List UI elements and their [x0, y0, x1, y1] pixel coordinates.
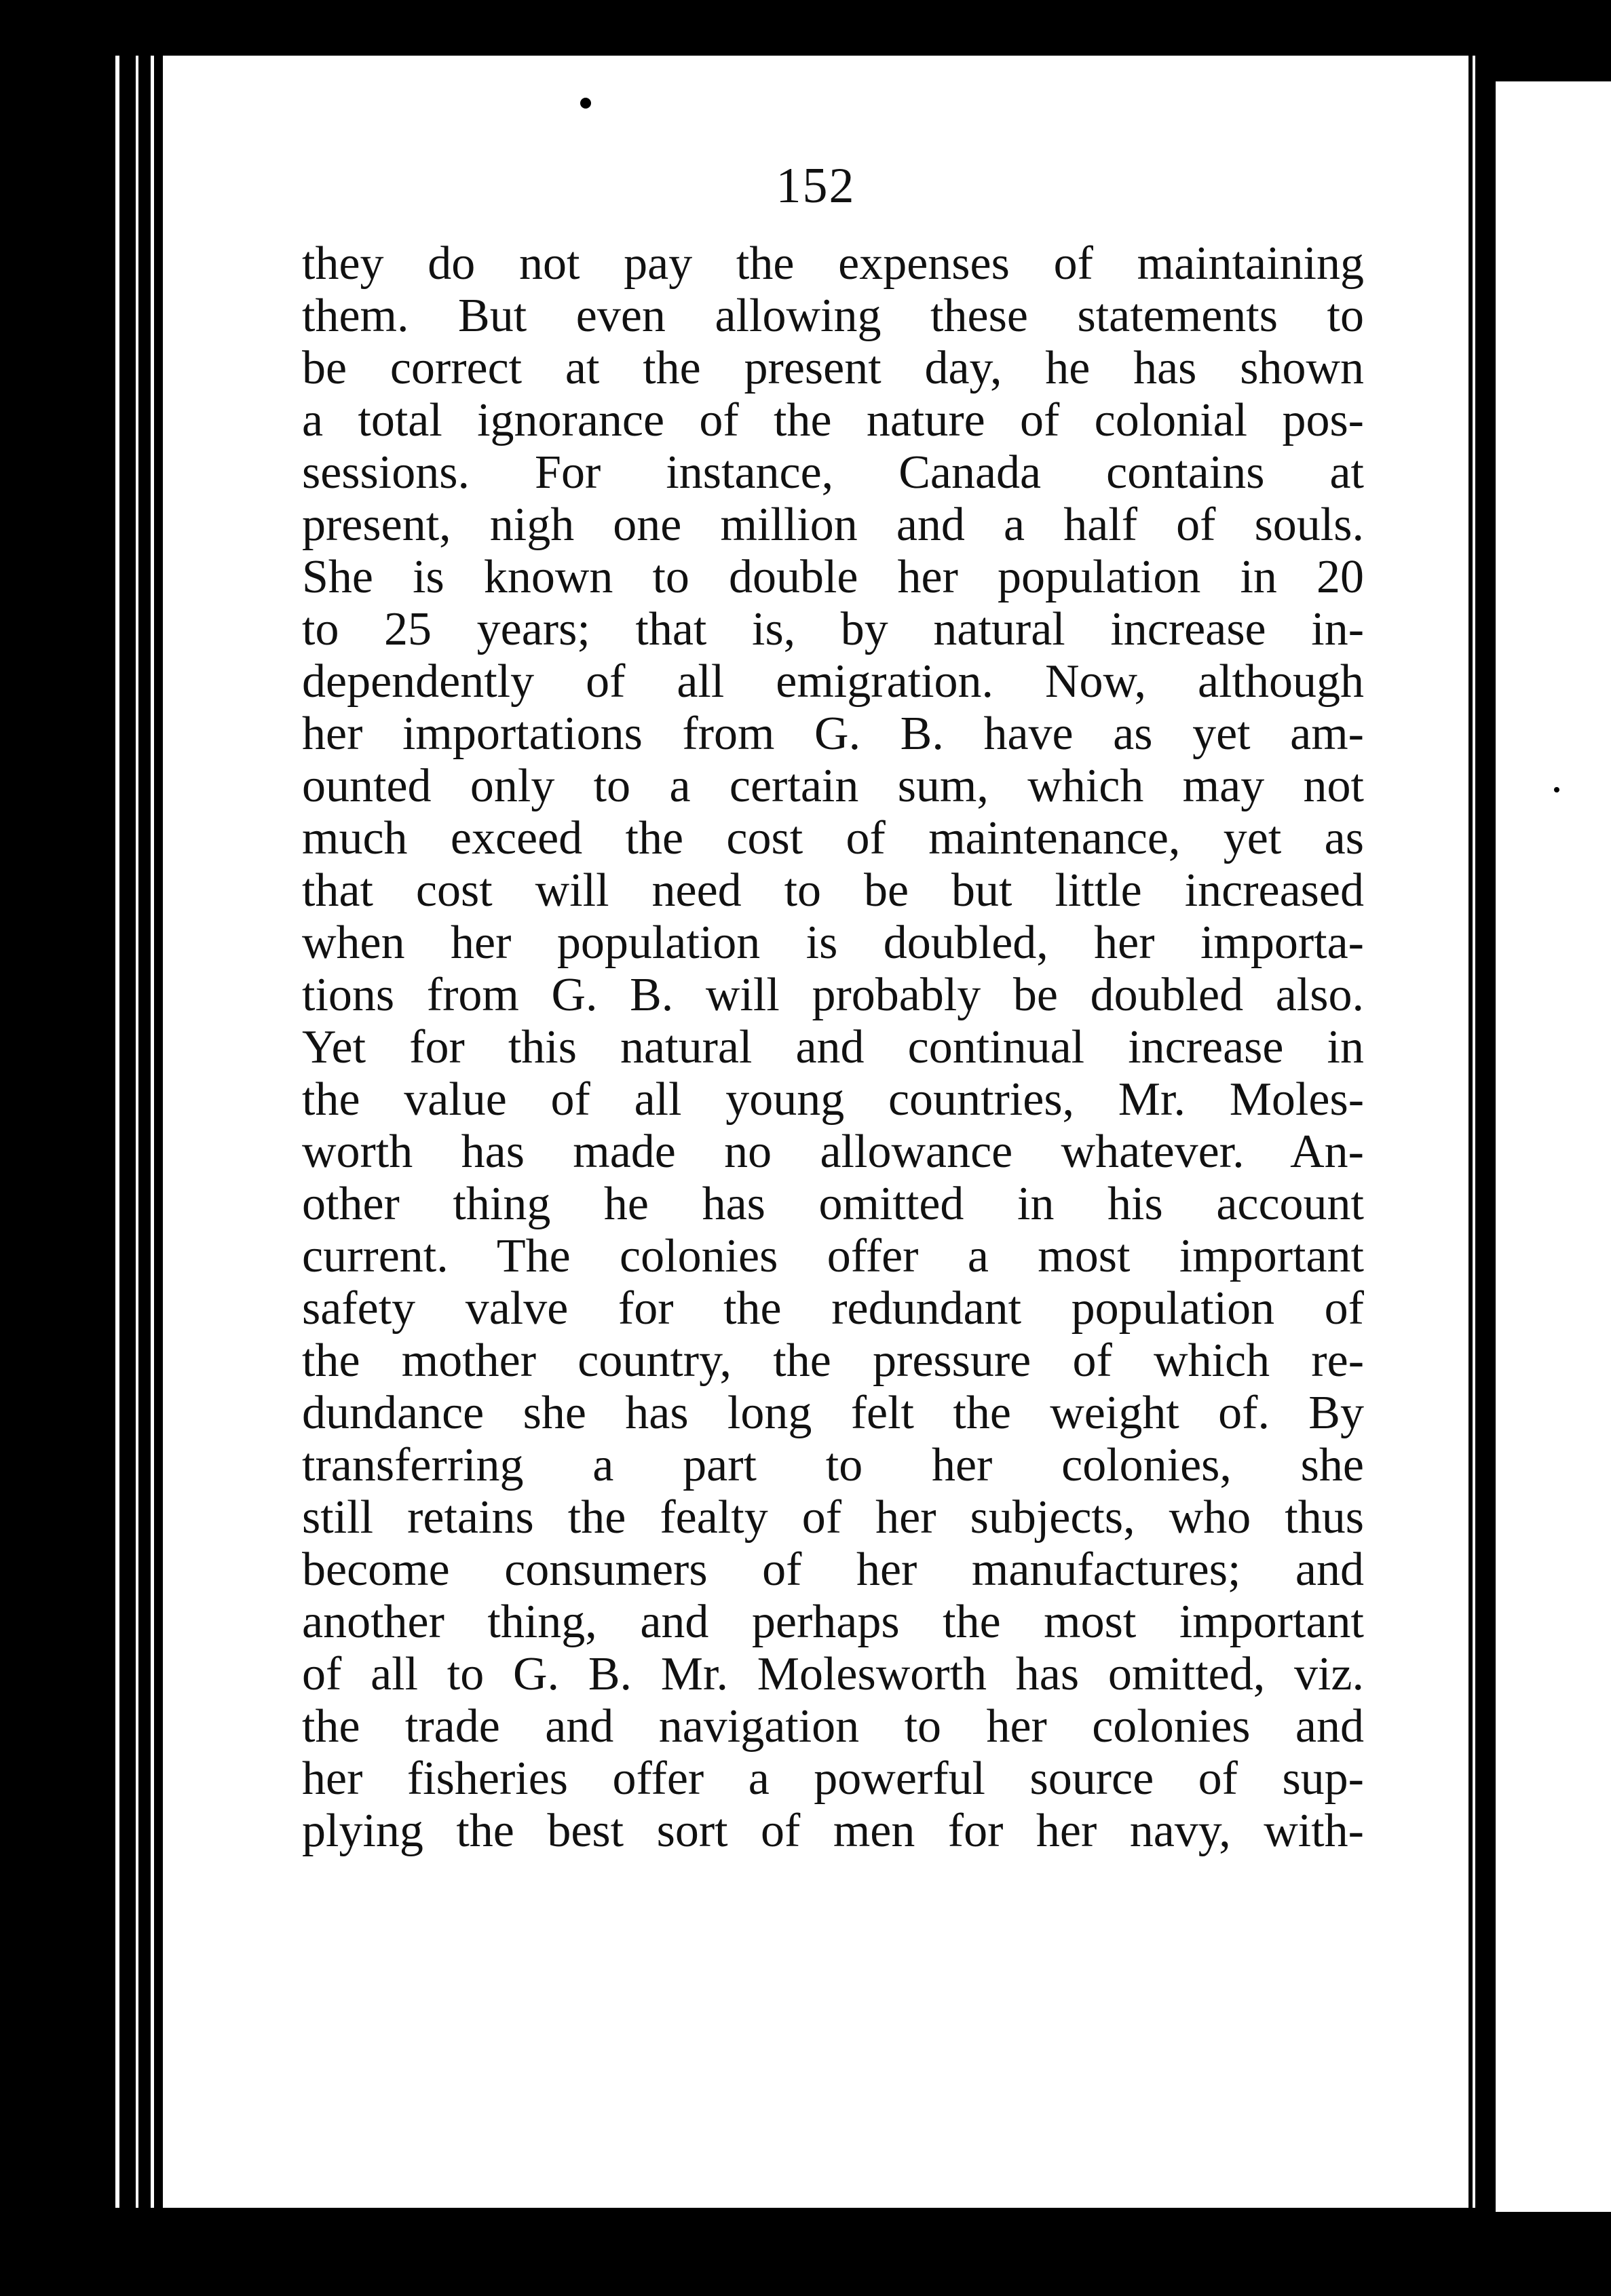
text-line: them. But even allowing these statements to	[302, 290, 1364, 342]
text-line: a total ignorance of the nature of colonial pos-	[302, 394, 1364, 446]
page-mark-dot	[580, 98, 591, 109]
page-number: 152	[776, 158, 856, 214]
text-line: be correct at the present day, he has shown	[302, 342, 1364, 394]
text-line: dependently of all emigration. Now, although	[302, 655, 1364, 708]
scan-border-bottom	[0, 2208, 1611, 2296]
text-line: current. The colonies offer a most important	[302, 1230, 1364, 1282]
text-line: they do not pay the expenses of maintaining	[302, 237, 1364, 290]
text-line: her importations from G. B. have as yet am-	[302, 708, 1364, 760]
text-line: ounted only to a certain sum, which may not	[302, 760, 1364, 812]
text-line: safety valve for the redundant population of	[302, 1282, 1364, 1335]
text-line: the value of all young countries, Mr. Moles-	[302, 1073, 1364, 1126]
text-line: plying the best sort of men for her navy, with-	[302, 1805, 1364, 1857]
text-line: dundance she has long felt the weight of. By	[302, 1387, 1364, 1439]
scan-border-top	[0, 0, 1611, 56]
text-line: of all to G. B. Mr. Molesworth has omitted, viz.	[302, 1648, 1364, 1700]
text-line: transferring a part to her colonies, she	[302, 1439, 1364, 1491]
text-line: still retains the fealty of her subjects, who thus	[302, 1491, 1364, 1544]
text-line: tions from G. B. will probably be doubled also.	[302, 969, 1364, 1021]
text-line: to 25 years; that is, by natural increase in-	[302, 603, 1364, 655]
text-line: worth has made no allowance whatever. An-	[302, 1126, 1364, 1178]
binding-edge-line	[136, 56, 138, 2208]
text-line: the mother country, the pressure of which re-	[302, 1335, 1364, 1387]
text-line: Yet for this natural and continual increase in	[302, 1021, 1364, 1073]
text-line: become consumers of her manufactures; and	[302, 1544, 1364, 1596]
text-line: sessions. For instance, Canada contains at	[302, 446, 1364, 499]
scan-border-left	[0, 0, 163, 2296]
text-line: other thing he has omitted in his account	[302, 1178, 1364, 1230]
text-line: when her population is doubled, her importa-	[302, 917, 1364, 969]
text-line: that cost will need to be but little increased	[302, 864, 1364, 917]
body-text	[302, 237, 1364, 1857]
text-line: much exceed the cost of maintenance, yet as	[302, 812, 1364, 864]
text-line: her fisheries offer a powerful source of sup-	[302, 1753, 1364, 1805]
text-line: She is known to double her population in 20	[302, 551, 1364, 603]
text-line: another thing, and perhaps the most important	[302, 1596, 1364, 1648]
next-page-edge	[1492, 81, 1611, 2212]
text-line: present, nigh one million and a half of souls.	[302, 499, 1364, 551]
binding-edge-line	[151, 56, 154, 2208]
binding-edge-line	[115, 56, 119, 2208]
text-line: the trade and navigation to her colonies and	[302, 1700, 1364, 1753]
book-page	[163, 56, 1473, 2208]
scan-speck	[1554, 787, 1559, 792]
